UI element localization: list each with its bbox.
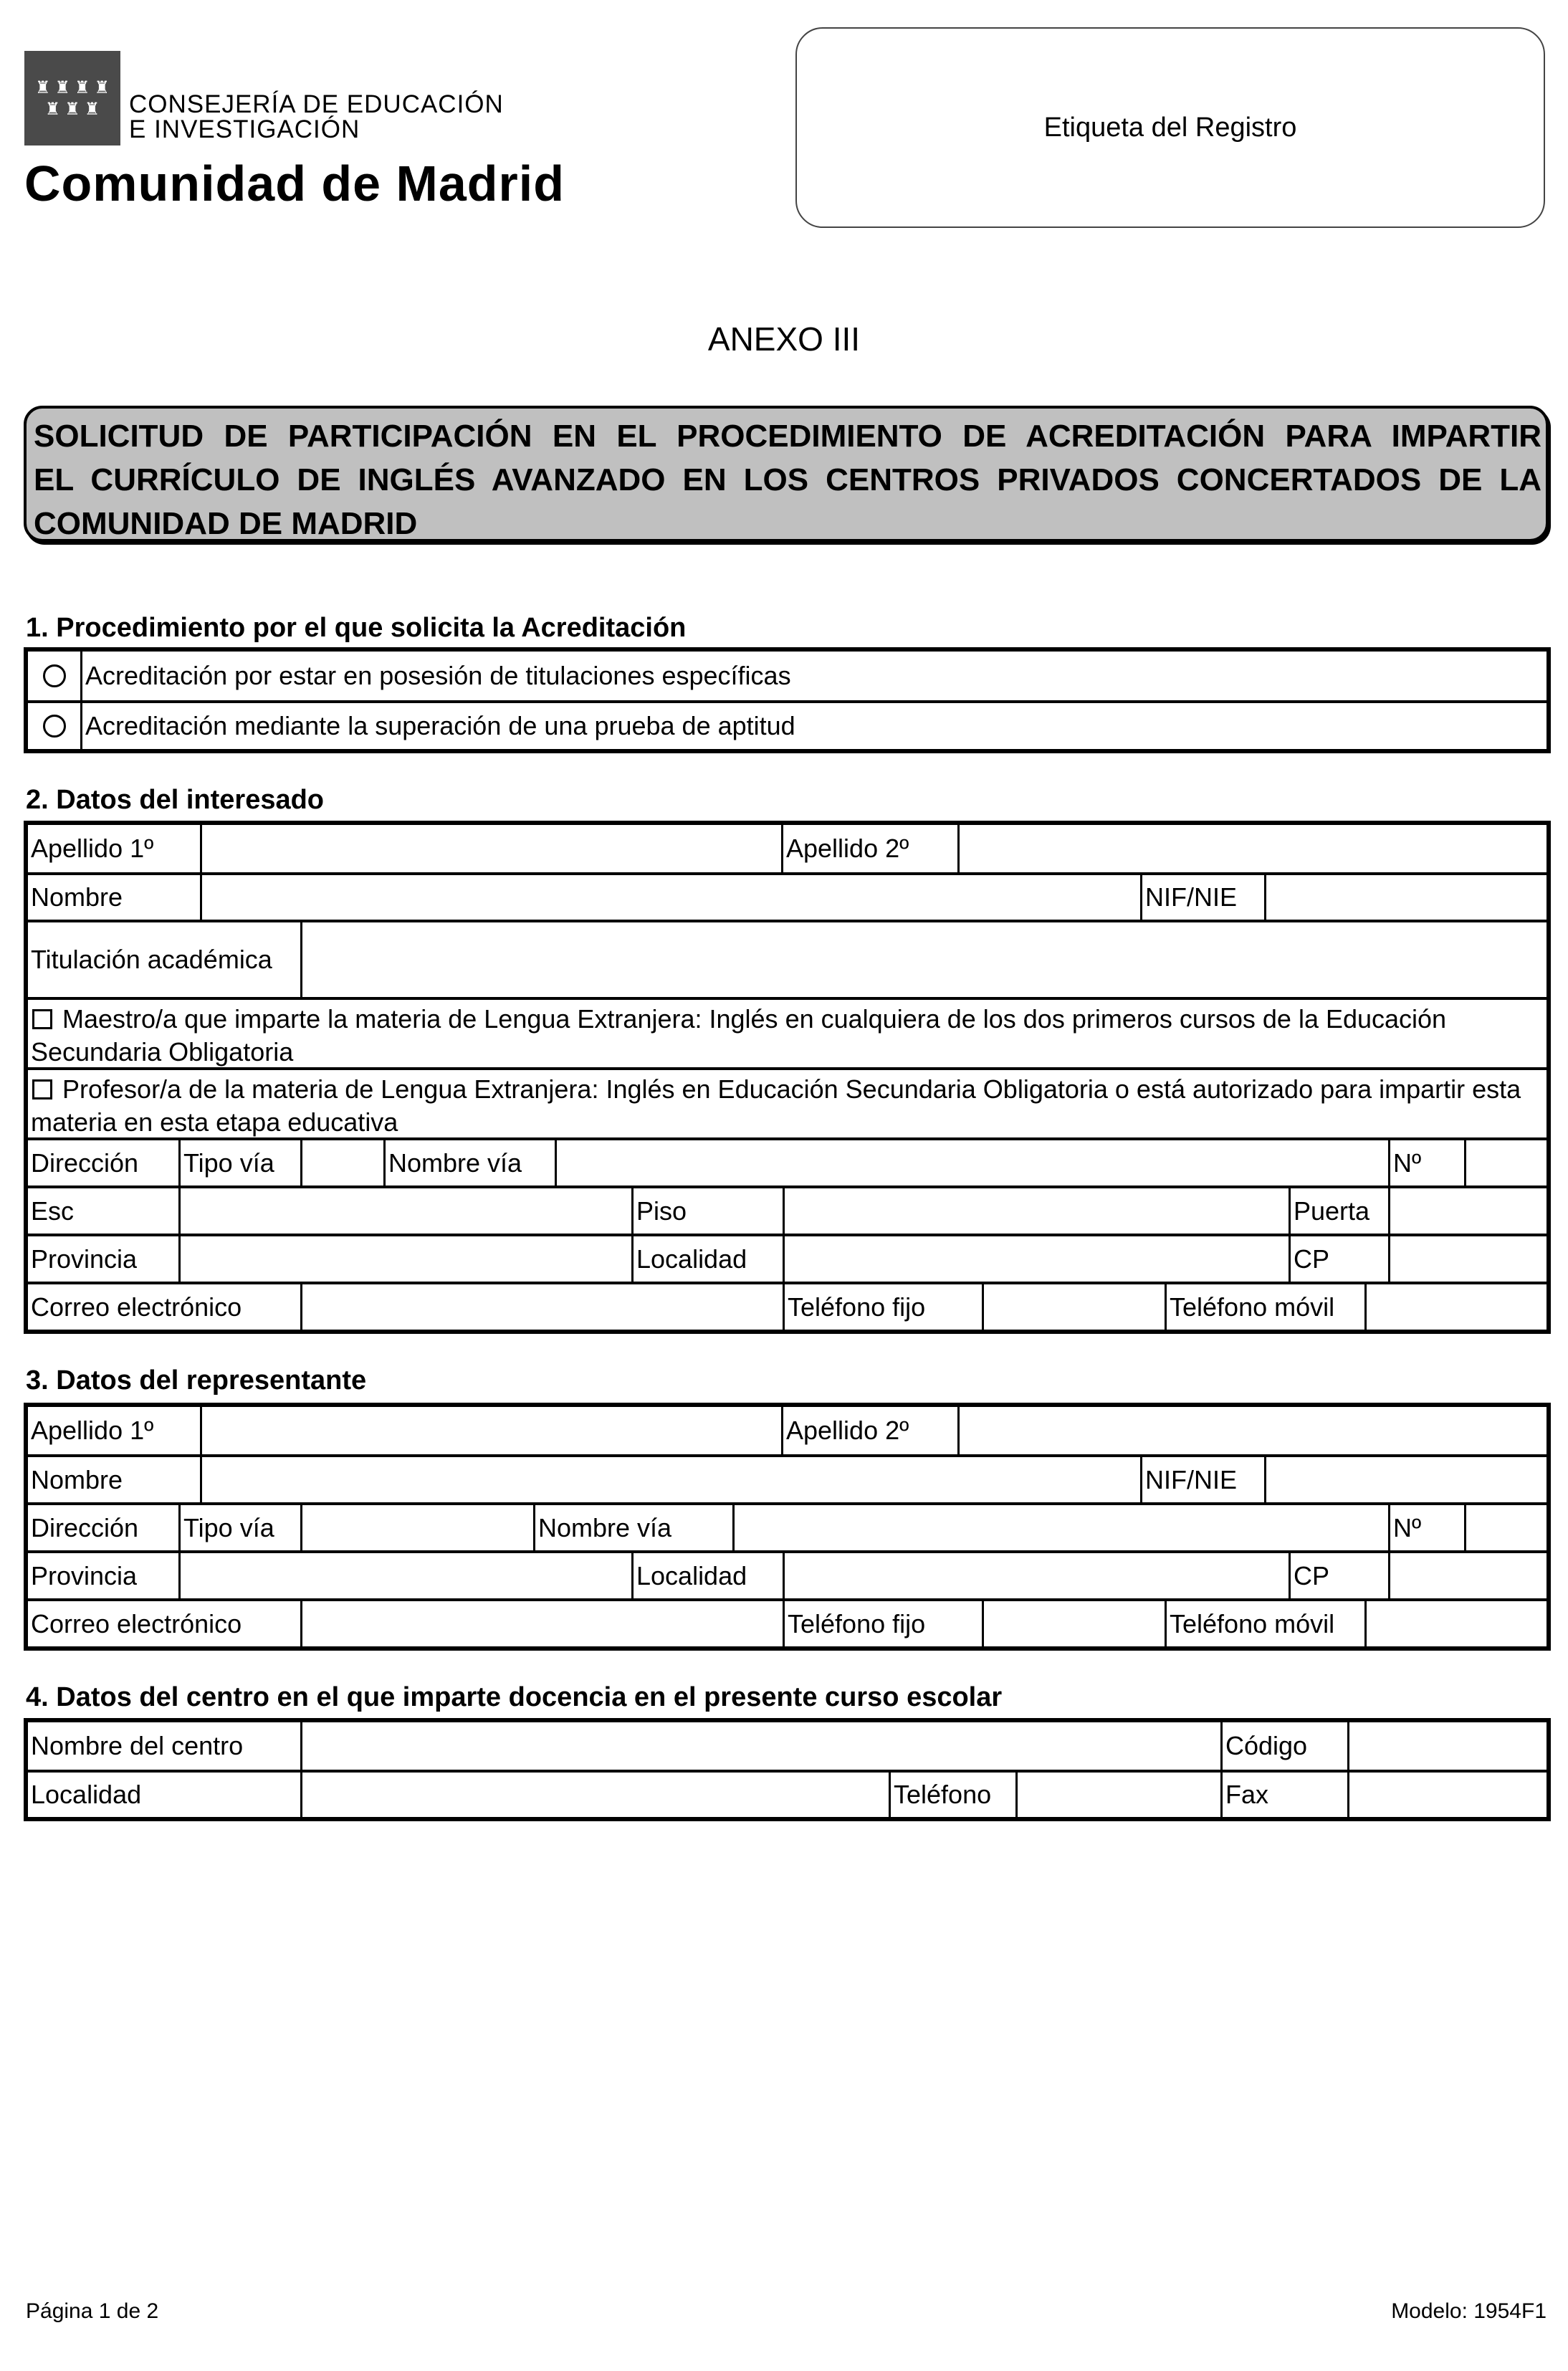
centro-localidad-input[interactable] bbox=[300, 1773, 889, 1817]
rep-direccion-label: Dirección bbox=[31, 1512, 139, 1542]
section1-table bbox=[24, 647, 1551, 753]
logo bbox=[24, 51, 120, 145]
localidad-label: Localidad bbox=[631, 1236, 783, 1282]
option-row[interactable] bbox=[28, 652, 1547, 700]
rep-cp-label: CP bbox=[1289, 1553, 1388, 1598]
table-row bbox=[28, 1234, 1547, 1282]
tipo-via-label: Tipo vía bbox=[178, 1140, 300, 1186]
form-title-line1: SOLICITUD DE PARTICIPACIÓN EN EL PROCEDIMIENTO DE ACREDITACIÓN PARA IMPARTIR bbox=[34, 419, 1541, 454]
rep-nombre-input[interactable] bbox=[200, 1457, 1140, 1502]
rep-provincia-label: Provincia bbox=[31, 1560, 138, 1590]
esc-label: Esc bbox=[31, 1196, 75, 1226]
table-row bbox=[28, 825, 1547, 872]
telefono-movil-label: Teléfono móvil bbox=[1165, 1284, 1364, 1330]
rep-telefono-fijo-label: Teléfono fijo bbox=[783, 1601, 982, 1646]
checkbox[interactable] bbox=[32, 1009, 52, 1029]
table-row bbox=[28, 872, 1547, 920]
rep-nombre-via-input[interactable] bbox=[732, 1505, 1388, 1550]
apellido1-input[interactable] bbox=[200, 825, 781, 872]
nombre-label: Nombre bbox=[31, 882, 123, 912]
form-title-line3: COMUNIDAD DE MADRID bbox=[34, 506, 418, 541]
nif-input[interactable] bbox=[1264, 875, 1547, 920]
table-row bbox=[28, 1454, 1547, 1502]
table-row bbox=[28, 1502, 1547, 1550]
maestro-checkbox-row[interactable] bbox=[28, 1000, 1547, 1069]
numero-input[interactable] bbox=[1464, 1140, 1547, 1186]
rep-nombre-label: Nombre bbox=[31, 1464, 123, 1494]
fax-label: Fax bbox=[1220, 1773, 1347, 1817]
piso-label: Piso bbox=[631, 1188, 783, 1234]
rep-nif-label: NIF/NIE bbox=[1140, 1457, 1264, 1502]
table-row bbox=[28, 1282, 1547, 1330]
tipo-via-input[interactable] bbox=[300, 1140, 383, 1186]
rep-apellido2-label: Apellido 2º bbox=[781, 1407, 957, 1454]
provincia-input[interactable] bbox=[178, 1236, 631, 1282]
nombre-centro-label: Nombre del centro bbox=[31, 1731, 244, 1760]
rep-telefono-movil-input[interactable] bbox=[1364, 1601, 1547, 1646]
option-label: Acreditación mediante la superación de una prueba de aptitud bbox=[80, 703, 1547, 749]
maestro-checkbox-label: Maestro/a que imparte la materia de Lengua Extranjera: Inglés en cualquiera de los dos primeros cursos de la Educación Secundaria Obligatoria bbox=[31, 1004, 1447, 1067]
section3-table bbox=[24, 1403, 1551, 1651]
radio-button[interactable] bbox=[43, 664, 66, 687]
rep-tipo-via-input[interactable] bbox=[300, 1505, 533, 1550]
puerta-label: Puerta bbox=[1289, 1188, 1388, 1234]
consejeria-line1: CONSEJERÍA DE EDUCACIÓN bbox=[129, 90, 504, 118]
form-title bbox=[24, 406, 1549, 542]
titulacion-input[interactable] bbox=[300, 922, 1547, 997]
rep-localidad-label: Localidad bbox=[631, 1553, 783, 1598]
table-row bbox=[28, 1770, 1547, 1817]
checkbox[interactable] bbox=[32, 1079, 52, 1099]
esc-input[interactable] bbox=[178, 1188, 631, 1234]
direccion-label: Dirección bbox=[31, 1148, 139, 1178]
rep-provincia-input[interactable] bbox=[178, 1553, 631, 1598]
rep-apellido1-label: Apellido 1º bbox=[31, 1416, 154, 1445]
telefono-fijo-input[interactable] bbox=[982, 1284, 1165, 1330]
nombre-via-input[interactable] bbox=[555, 1140, 1388, 1186]
cp-input[interactable] bbox=[1388, 1236, 1547, 1282]
section3-heading: 3. Datos del representante bbox=[26, 1365, 367, 1396]
registro-label-box bbox=[795, 27, 1545, 228]
section2-table bbox=[24, 821, 1551, 1334]
codigo-input[interactable] bbox=[1347, 1722, 1547, 1770]
option-label: Acreditación por estar en posesión de titulaciones específicas bbox=[80, 652, 1547, 700]
stars-icon: ♜ ♜ ♜ ♜ ♜ ♜ ♜ bbox=[34, 78, 110, 119]
rep-telefono-fijo-input[interactable] bbox=[982, 1601, 1165, 1646]
table-row bbox=[28, 1550, 1547, 1598]
section2-heading: 2. Datos del interesado bbox=[26, 785, 325, 815]
piso-input[interactable] bbox=[783, 1188, 1289, 1234]
radio-button[interactable] bbox=[43, 715, 66, 738]
apellido1-label: Apellido 1º bbox=[31, 834, 154, 863]
nif-label: NIF/NIE bbox=[1140, 875, 1264, 920]
rep-nif-input[interactable] bbox=[1264, 1457, 1547, 1502]
table-row bbox=[28, 1186, 1547, 1234]
rep-apellido1-input[interactable] bbox=[200, 1407, 781, 1454]
form-title-line2: EL CURRÍCULO DE INGLÉS AVANZADO EN LOS CENTROS PRIVADOS CONCERTADOS DE LA bbox=[34, 462, 1541, 497]
nombre-input[interactable] bbox=[200, 875, 1140, 920]
option-radio-cell[interactable] bbox=[28, 703, 80, 749]
consejeria-line2: E INVESTIGACIÓN bbox=[129, 115, 360, 143]
model-number: Modelo: 1954F1 bbox=[1391, 2299, 1547, 2323]
rep-correo-input[interactable] bbox=[300, 1601, 783, 1646]
table-row bbox=[28, 1067, 1547, 1137]
page-number: Página 1 de 2 bbox=[26, 2299, 159, 2323]
nombre-centro-input[interactable] bbox=[300, 1722, 1220, 1770]
provincia-label: Provincia bbox=[31, 1244, 138, 1274]
rep-cp-input[interactable] bbox=[1388, 1553, 1547, 1598]
telefono-fijo-label: Teléfono fijo bbox=[783, 1284, 982, 1330]
correo-input[interactable] bbox=[300, 1284, 783, 1330]
registro-label: Etiqueta del Registro bbox=[1043, 112, 1297, 143]
fax-input[interactable] bbox=[1347, 1773, 1547, 1817]
telefono-movil-input[interactable] bbox=[1364, 1284, 1547, 1330]
cp-label: CP bbox=[1289, 1236, 1388, 1282]
nombre-via-label: Nombre vía bbox=[383, 1140, 555, 1186]
apellido2-input[interactable] bbox=[957, 825, 1547, 872]
rep-nombre-via-label: Nombre vía bbox=[533, 1505, 732, 1550]
section1-heading: 1. Procedimiento por el que solicita la Acreditación bbox=[26, 613, 687, 643]
option-radio-cell[interactable] bbox=[28, 652, 80, 700]
rep-localidad-input[interactable] bbox=[783, 1553, 1289, 1598]
table-row bbox=[28, 920, 1547, 997]
option-row[interactable] bbox=[28, 700, 1547, 749]
rep-numero-input[interactable] bbox=[1464, 1505, 1547, 1550]
centro-telefono-label: Teléfono bbox=[889, 1773, 1015, 1817]
section4-table bbox=[24, 1718, 1551, 1821]
centro-localidad-label: Localidad bbox=[31, 1780, 142, 1809]
rep-tipo-via-label: Tipo vía bbox=[178, 1505, 300, 1550]
rep-numero-label: Nº bbox=[1388, 1505, 1464, 1550]
annex-title: ANEXO III bbox=[707, 320, 861, 358]
profesor-checkbox-row[interactable] bbox=[28, 1070, 1547, 1139]
puerta-input[interactable] bbox=[1388, 1188, 1547, 1234]
table-row bbox=[28, 1722, 1547, 1770]
table-row bbox=[28, 1407, 1547, 1454]
rep-apellido2-input[interactable] bbox=[957, 1407, 1547, 1454]
codigo-label: Código bbox=[1220, 1722, 1347, 1770]
table-row bbox=[28, 997, 1547, 1067]
consejeria-name bbox=[129, 92, 504, 142]
rep-correo-label: Correo electrónico bbox=[31, 1608, 242, 1638]
table-row bbox=[28, 1598, 1547, 1646]
organization-name: Comunidad de Madrid bbox=[24, 156, 565, 211]
table-row bbox=[28, 1137, 1547, 1186]
profesor-checkbox-label: Profesor/a de la materia de Lengua Extranjera: Inglés en Educación Secundaria Obligatoria o está autorizado para impartir esta materia en esta etapa educativa bbox=[31, 1074, 1521, 1137]
numero-label: Nº bbox=[1388, 1140, 1464, 1186]
centro-telefono-input[interactable] bbox=[1015, 1773, 1220, 1817]
titulacion-label: Titulación académica bbox=[31, 945, 272, 974]
correo-label: Correo electrónico bbox=[31, 1292, 242, 1322]
section4-heading: 4. Datos del centro en el que imparte docencia en el presente curso escolar bbox=[26, 1682, 1003, 1712]
rep-telefono-movil-label: Teléfono móvil bbox=[1165, 1601, 1364, 1646]
apellido2-label: Apellido 2º bbox=[781, 825, 957, 872]
localidad-input[interactable] bbox=[783, 1236, 1289, 1282]
